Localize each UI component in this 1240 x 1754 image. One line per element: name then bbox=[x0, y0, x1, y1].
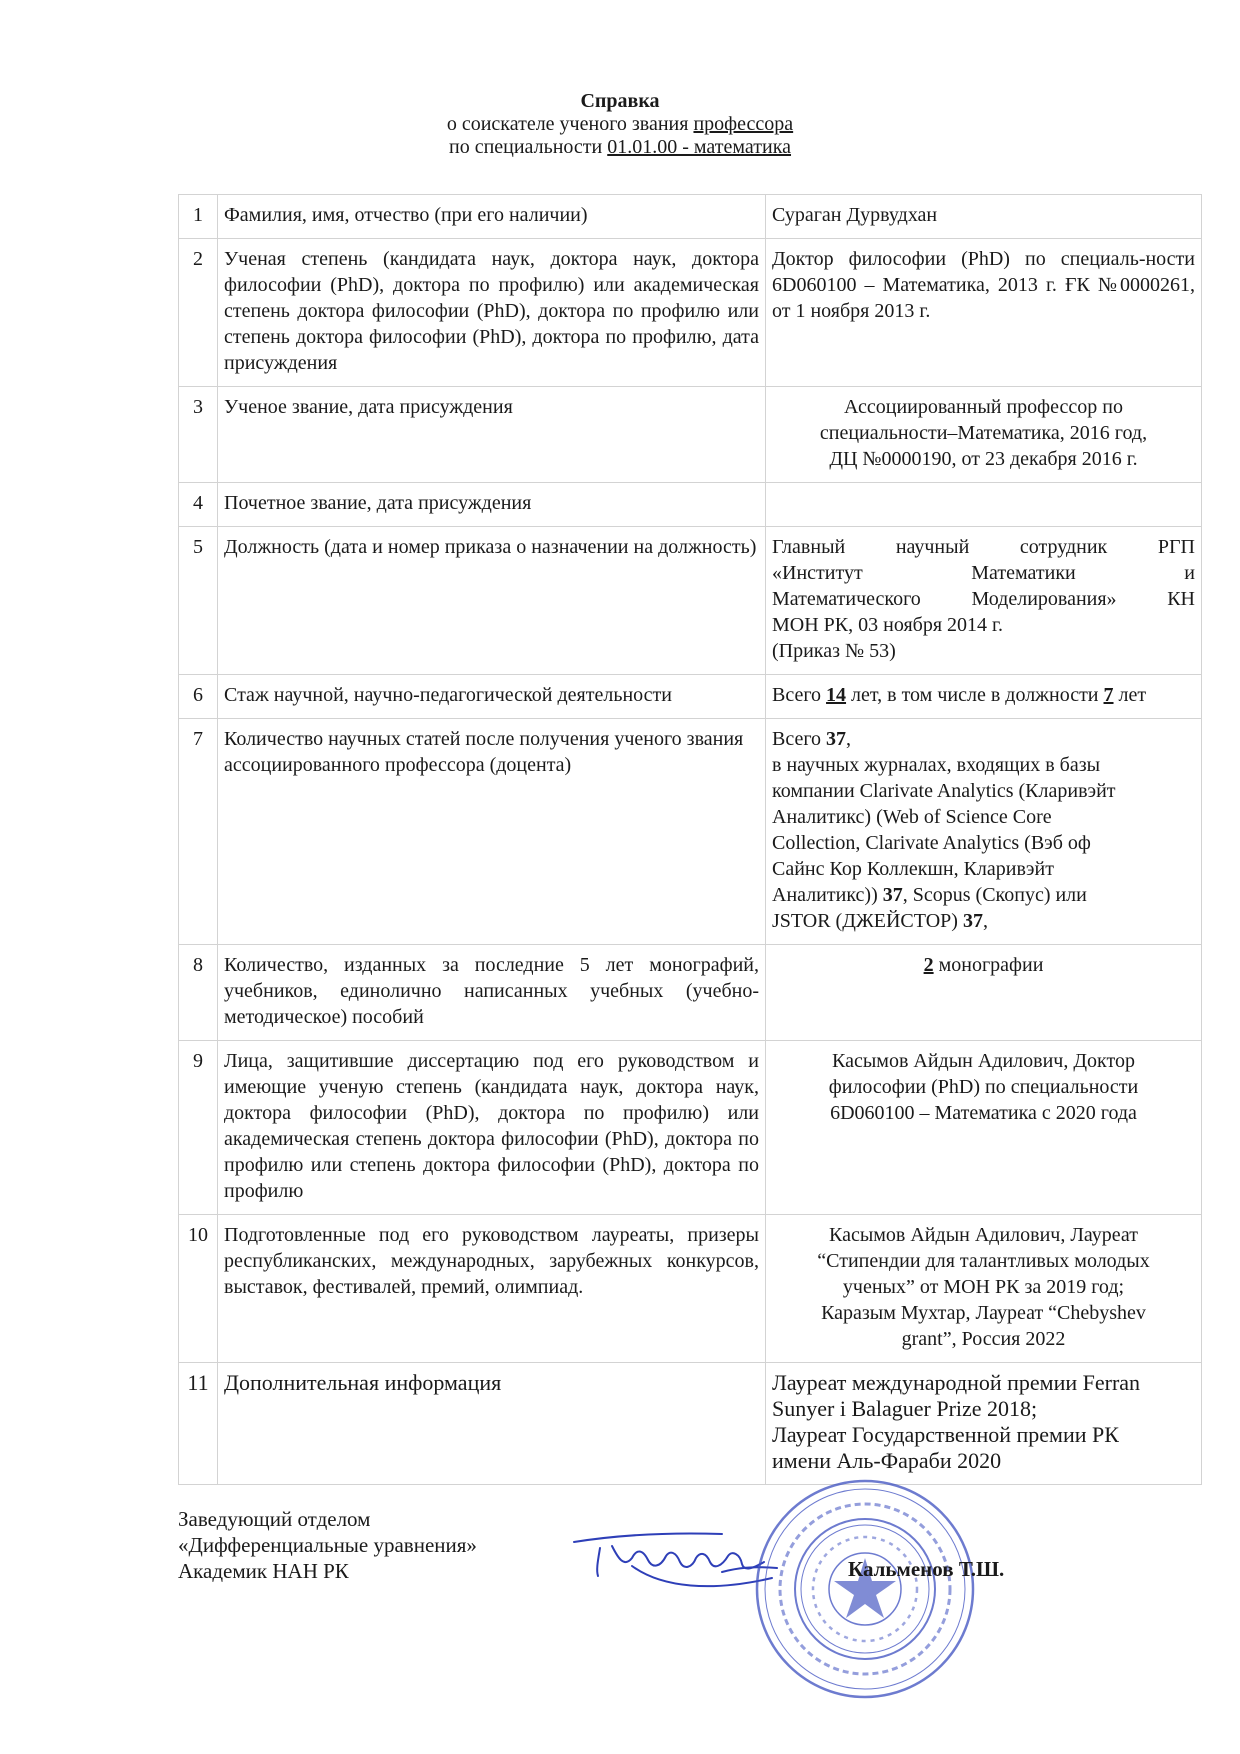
articles-scopus: 37 bbox=[962, 910, 983, 932]
table-row bbox=[179, 719, 1202, 945]
table-row bbox=[179, 239, 1202, 387]
row-value bbox=[766, 483, 1202, 527]
value-line: Лауреат Государственной премии РК bbox=[772, 1422, 1119, 1447]
row-label: Ученое звание, дата присуждения bbox=[218, 387, 766, 483]
value-line: Касымов Айдын Адилович, Доктор bbox=[832, 1050, 1135, 1072]
row-number: 3 bbox=[179, 387, 218, 483]
table-row bbox=[179, 675, 1202, 719]
table-row bbox=[179, 483, 1202, 527]
value-line: в научных журналах, входящих в базы bbox=[772, 754, 1101, 776]
row-number: 7 bbox=[179, 719, 218, 945]
value-line: (Приказ № 53) bbox=[772, 640, 896, 662]
table-row bbox=[179, 387, 1202, 483]
table-row bbox=[179, 1363, 1202, 1485]
value-line: grant”, Россия 2022 bbox=[901, 1328, 1066, 1350]
value-line: Математического Моделирования» КН bbox=[772, 588, 1195, 610]
row-label: Подготовленные под его руководством лауреаты, призеры республиканских, международных, зарубежных конкурсов, выставок, фестивалей, премий, олимпиад. bbox=[218, 1215, 766, 1363]
row-number: 1 bbox=[179, 195, 218, 239]
value-text: , bbox=[846, 728, 852, 750]
value-text: Всего bbox=[772, 728, 827, 750]
value-text: лет bbox=[1113, 684, 1147, 706]
table-row bbox=[179, 1041, 1202, 1215]
value-line: ДЦ №0000190, от 23 декабря 2016 г. bbox=[829, 448, 1138, 470]
row-value bbox=[766, 1363, 1202, 1485]
value-line: философии (PhD) по специальности bbox=[828, 1076, 1139, 1098]
academic-title: профессора bbox=[693, 113, 794, 135]
row-label: Количество научных статей после получения ученого звания ассоциированного профессора (доцента) bbox=[218, 719, 766, 945]
subtitle-line-1 bbox=[0, 113, 1240, 136]
row-value bbox=[766, 719, 1202, 945]
row-label: Должность (дата и номер приказа о назначении на должность) bbox=[218, 527, 766, 675]
specialty-code: 01.01.00 - математика bbox=[607, 136, 792, 158]
value-line: Касымов Айдын Адилович, Лауреат bbox=[829, 1224, 1138, 1246]
value-text: , Scopus (Скопус) или bbox=[902, 884, 1087, 906]
value-line: Ассоциированный профессор по bbox=[844, 396, 1123, 418]
row-label: Количество, изданных за последние 5 лет монографий, учебников, единолично написанных учебных (учебно-методическое) пособий bbox=[218, 945, 766, 1041]
value-line: “Стипендии для талантливых молодых bbox=[817, 1250, 1150, 1272]
value-line: компании Clarivate Analytics (Кларивэйт bbox=[772, 780, 1116, 802]
value-text: , bbox=[982, 910, 988, 932]
row-number: 6 bbox=[179, 675, 218, 719]
info-table bbox=[178, 194, 1202, 1485]
subtitle-line-2 bbox=[0, 136, 1240, 159]
row-number: 2 bbox=[179, 239, 218, 387]
value-line: Аналитикс) (Web of Science Core bbox=[772, 806, 1052, 828]
signer-name: Кальменов Т.Ш. bbox=[848, 1557, 1005, 1581]
row-value bbox=[766, 1041, 1202, 1215]
value-text: Всего bbox=[772, 684, 827, 706]
handwritten-signature bbox=[572, 1518, 782, 1598]
value-line bbox=[772, 726, 1195, 752]
row-number: 5 bbox=[179, 527, 218, 675]
document-title: Справка bbox=[580, 90, 660, 112]
value-line: «Институт Математики и bbox=[772, 562, 1195, 584]
value-line: МОН РК, 03 ноября 2014 г. bbox=[772, 614, 1003, 636]
row-value: Сураган Дурвудхан bbox=[766, 195, 1202, 239]
value-text: Аналитикс)) bbox=[772, 884, 883, 906]
row-label: Почетное звание, дата присуждения bbox=[218, 483, 766, 527]
value-text: лет, в том числе в должности bbox=[846, 684, 1104, 706]
value-line: Collection, Clarivate Analytics (Вэб оф bbox=[772, 832, 1091, 854]
row-value bbox=[766, 527, 1202, 675]
row-label: Дополнительная информация bbox=[218, 1363, 766, 1485]
row-value bbox=[766, 945, 1202, 1041]
row-number: 4 bbox=[179, 483, 218, 527]
value-text: JSTOR (ДЖЕЙСТОР) bbox=[772, 910, 963, 932]
articles-wos: 37 bbox=[882, 884, 903, 906]
years-total: 14 bbox=[826, 684, 847, 706]
row-value bbox=[766, 1215, 1202, 1363]
value-line: специальности–Математика, 2016 год, bbox=[819, 422, 1148, 444]
row-value bbox=[766, 675, 1202, 719]
table-row bbox=[179, 195, 1202, 239]
table-row bbox=[179, 945, 1202, 1041]
table-row bbox=[179, 1215, 1202, 1363]
row-label: Ученая степень (кандидата наук, доктора наук, доктора философии (PhD), доктора по профилю) или академическая степень доктора философии (PhD), доктора по профилю или степень доктора философии (PhD), доктора по профилю, дата присуждения bbox=[218, 239, 766, 387]
subtitle-prefix: о соискателе ученого звания bbox=[446, 113, 694, 135]
row-label: Лица, защитившие диссертацию под его руководством и имеющие ученую степень (кандидата наук, доктора наук, доктора философии (PhD), доктора по профилю) или академическая степень доктора философии (PhD), доктора по профилю или степень доктора философии (PhD), доктора по профилю bbox=[218, 1041, 766, 1215]
value-line bbox=[772, 882, 1195, 908]
monograph-count: 2 bbox=[923, 954, 934, 976]
years-position: 7 bbox=[1103, 684, 1114, 706]
value-line: Лауреат международной премии Ferran bbox=[772, 1370, 1141, 1395]
row-number: 9 bbox=[179, 1041, 218, 1215]
document-header bbox=[0, 90, 1240, 159]
value-line: Каразым Мухтар, Лауреат “Chebyshev bbox=[821, 1302, 1146, 1324]
row-number: 11 bbox=[179, 1363, 218, 1485]
row-label: Стаж научной, научно-педагогической деятельности bbox=[218, 675, 766, 719]
signatory-position: Заведующий отделом bbox=[178, 1507, 371, 1531]
signatory-block bbox=[178, 1506, 477, 1584]
row-number: 10 bbox=[179, 1215, 218, 1363]
table-row bbox=[179, 527, 1202, 675]
value-line: Сайнс Кор Коллекшн, Кларивэйт bbox=[772, 858, 1054, 880]
value-line: Главный научный сотрудник РГП bbox=[772, 536, 1195, 558]
value-line: ученых” от МОН РК за 2019 год; bbox=[842, 1276, 1125, 1298]
row-number: 8 bbox=[179, 945, 218, 1041]
articles-total: 37 bbox=[826, 728, 847, 750]
row-value: Доктор философии (PhD) по специаль-ности 6D060100 – Математика, 2013 г. ҒК №0000261, от 1 ноября 2013 г. bbox=[766, 239, 1202, 387]
value-line bbox=[772, 908, 1195, 934]
value-text: монографии bbox=[933, 954, 1044, 976]
row-label: Фамилия, имя, отчество (при его наличии) bbox=[218, 195, 766, 239]
value-line: имени Аль-Фараби 2020 bbox=[772, 1448, 1002, 1473]
value-line: Sunyer i Balaguer Prize 2018; bbox=[772, 1396, 1038, 1421]
specialty-prefix: по специальности bbox=[448, 136, 608, 158]
signatory-rank: Академик НАН РК bbox=[178, 1559, 349, 1583]
value-line: 6D060100 – Математика с 2020 года bbox=[830, 1102, 1137, 1124]
official-seal-stamp bbox=[752, 1476, 978, 1702]
row-value bbox=[766, 387, 1202, 483]
signatory-department: «Дифференциальные уравнения» bbox=[178, 1533, 477, 1557]
